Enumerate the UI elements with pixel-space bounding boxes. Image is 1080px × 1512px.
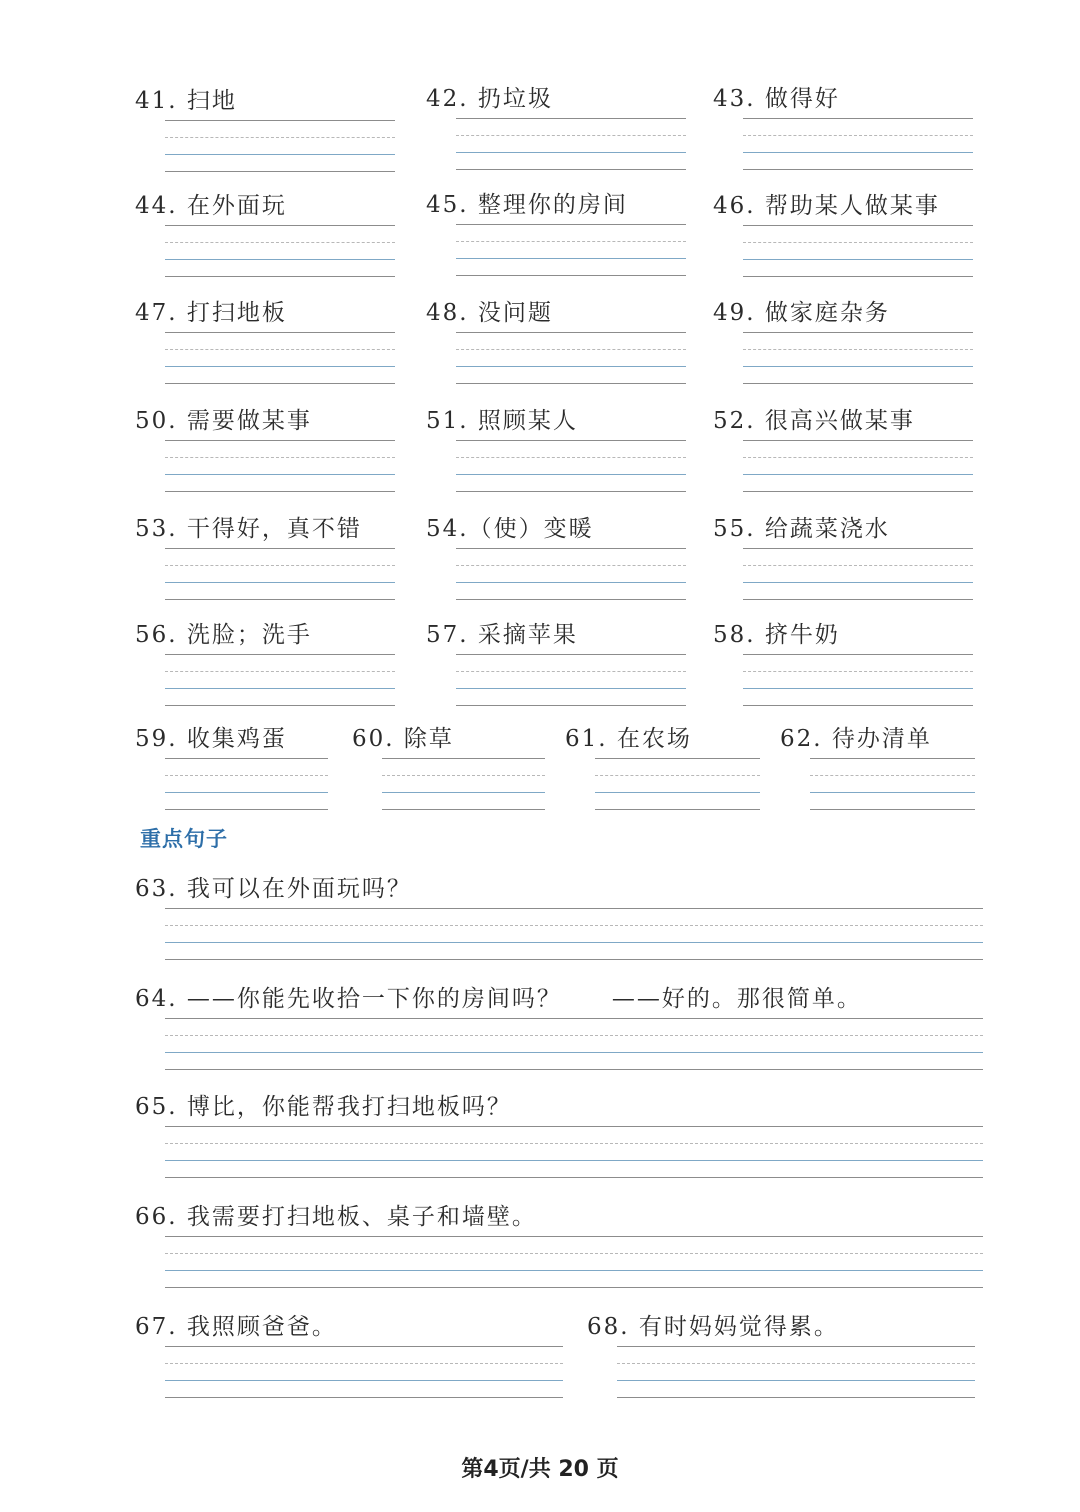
sentence-item-66 <box>135 1198 983 1298</box>
word-item-47-label: 47. 打扫地板 <box>135 300 287 326</box>
word-item-41-label: 41. 扫地 <box>135 88 237 114</box>
sentence-item-68-label: 68. 有时妈妈觉得累。 <box>587 1314 839 1340</box>
word-item-59 <box>135 720 328 820</box>
sentence-item-67 <box>135 1308 563 1408</box>
word-item-51-label: 51. 照顾某人 <box>426 408 578 434</box>
word-item-54 <box>426 510 686 610</box>
word-item-60-writing-lines[interactable] <box>382 758 545 810</box>
word-item-57 <box>426 616 686 716</box>
word-item-52 <box>713 402 973 502</box>
word-item-48 <box>426 294 686 394</box>
word-item-50-label: 50. 需要做某事 <box>135 408 312 434</box>
sentence-item-66-label: 66. 我需要打扫地板、桌子和墙壁。 <box>135 1204 537 1230</box>
word-item-45-writing-lines[interactable] <box>456 224 686 276</box>
word-item-57-label: 57. 采摘苹果 <box>426 622 578 648</box>
word-item-55-label: 55. 给蔬菜浇水 <box>713 516 890 542</box>
word-item-45-label: 45. 整理你的房间 <box>426 192 628 218</box>
word-item-44-label: 44. 在外面玩 <box>135 193 287 219</box>
word-item-43-writing-lines[interactable] <box>743 118 973 170</box>
word-item-42 <box>426 80 686 180</box>
word-item-58 <box>713 616 973 716</box>
sentence-item-65-writing-lines[interactable] <box>165 1126 983 1178</box>
word-item-51-writing-lines[interactable] <box>456 440 686 492</box>
sentence-item-63 <box>135 870 983 970</box>
word-item-58-label: 58. 挤牛奶 <box>713 622 840 648</box>
word-item-55 <box>713 510 973 610</box>
sentence-item-64-writing-lines[interactable] <box>165 1018 983 1070</box>
word-item-60 <box>352 720 545 820</box>
word-item-50 <box>135 402 395 502</box>
sentence-item-68 <box>587 1308 975 1408</box>
sentence-item-63-writing-lines[interactable] <box>165 908 983 960</box>
word-item-62 <box>780 720 975 820</box>
word-item-47-writing-lines[interactable] <box>165 332 395 384</box>
word-item-48-label: 48. 没问题 <box>426 300 553 326</box>
word-item-61 <box>565 720 760 820</box>
sentence-item-65 <box>135 1088 983 1188</box>
page-footer: 第4页/共 20 页 <box>461 1457 619 1482</box>
sentence-item-65-label: 65. 博比，你能帮我打扫地板吗？ <box>135 1094 512 1120</box>
word-item-58-writing-lines[interactable] <box>743 654 973 706</box>
sentence-item-68-writing-lines[interactable] <box>617 1346 975 1398</box>
word-item-53 <box>135 510 395 610</box>
word-item-56-writing-lines[interactable] <box>165 654 395 706</box>
word-item-52-writing-lines[interactable] <box>743 440 973 492</box>
word-item-46-label: 46. 帮助某人做某事 <box>713 193 940 219</box>
word-item-41 <box>135 82 395 182</box>
word-item-51 <box>426 402 686 502</box>
word-item-45 <box>426 186 686 286</box>
word-item-43-label: 43. 做得好 <box>713 86 840 112</box>
word-item-61-writing-lines[interactable] <box>595 758 760 810</box>
word-item-54-writing-lines[interactable] <box>456 548 686 600</box>
word-item-59-writing-lines[interactable] <box>165 758 328 810</box>
word-item-62-label: 62. 待办清单 <box>780 726 932 752</box>
word-item-43 <box>713 80 973 180</box>
word-item-46 <box>713 187 973 287</box>
word-item-56 <box>135 616 395 716</box>
word-item-42-writing-lines[interactable] <box>456 118 686 170</box>
word-item-49-writing-lines[interactable] <box>743 332 973 384</box>
word-item-62-writing-lines[interactable] <box>810 758 975 810</box>
word-item-44 <box>135 187 395 287</box>
word-item-47 <box>135 294 395 394</box>
word-item-46-writing-lines[interactable] <box>743 225 973 277</box>
word-item-53-writing-lines[interactable] <box>165 548 395 600</box>
sentence-item-66-writing-lines[interactable] <box>165 1236 983 1288</box>
sentence-item-64-label: 64. ——你能先收拾一下你的房间吗？ ——好的。那很简单。 <box>135 986 862 1012</box>
word-item-53-label: 53. 干得好，真不错 <box>135 516 362 542</box>
sentence-item-67-writing-lines[interactable] <box>165 1346 563 1398</box>
word-item-61-label: 61. 在农场 <box>565 726 692 752</box>
word-item-56-label: 56. 洗脸；洗手 <box>135 622 312 648</box>
word-item-57-writing-lines[interactable] <box>456 654 686 706</box>
sentence-item-67-label: 67. 我照顾爸爸。 <box>135 1314 337 1340</box>
word-item-48-writing-lines[interactable] <box>456 332 686 384</box>
word-item-54-label: 54.（使）变暖 <box>426 516 594 542</box>
word-item-60-label: 60. 除草 <box>352 726 454 752</box>
word-item-41-writing-lines[interactable] <box>165 120 395 172</box>
word-item-49-label: 49. 做家庭杂务 <box>713 300 890 326</box>
word-item-42-label: 42. 扔垃圾 <box>426 86 553 112</box>
sentence-item-63-label: 63. 我可以在外面玩吗？ <box>135 876 412 902</box>
word-item-55-writing-lines[interactable] <box>743 548 973 600</box>
word-item-50-writing-lines[interactable] <box>165 440 395 492</box>
word-item-49 <box>713 294 973 394</box>
word-item-44-writing-lines[interactable] <box>165 225 395 277</box>
word-item-52-label: 52. 很高兴做某事 <box>713 408 915 434</box>
section-title: 重点句子 <box>140 827 228 851</box>
sentence-item-64 <box>135 980 983 1080</box>
word-item-59-label: 59. 收集鸡蛋 <box>135 726 287 752</box>
